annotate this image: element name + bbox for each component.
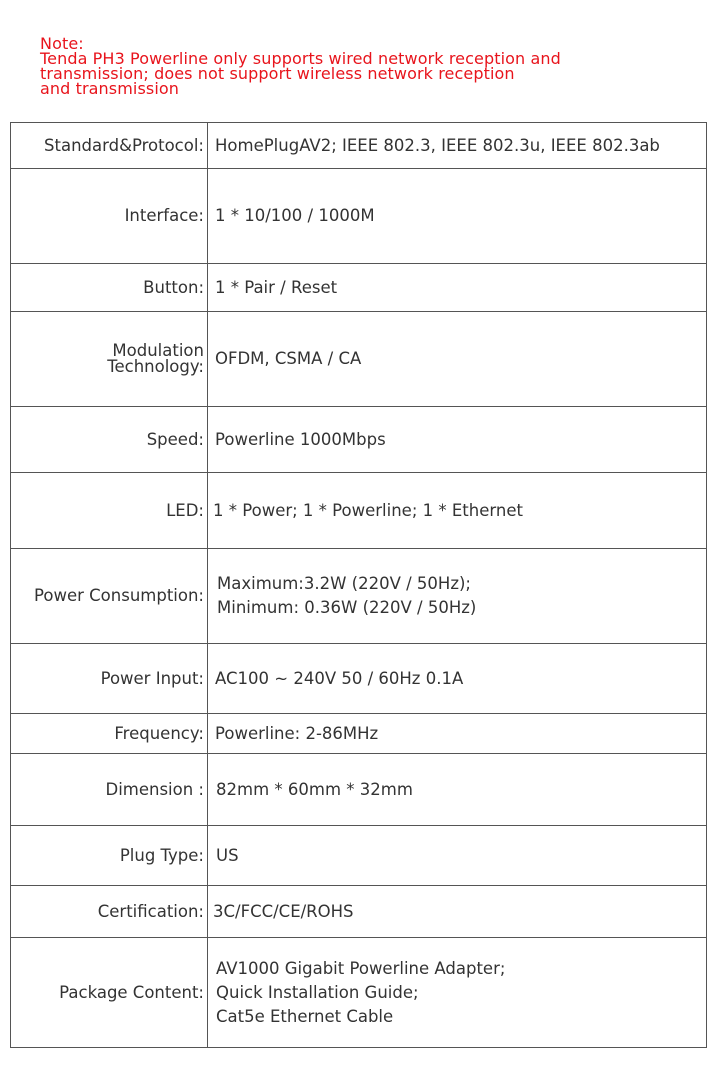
spec-row-dimension: [11, 754, 706, 826]
spec-value: AC100 ∼ 240V 50 / 60Hz 0.1A: [215, 668, 464, 688]
spec-row-standard: [11, 123, 706, 169]
spec-label: Interface:: [124, 206, 204, 225]
spec-value: OFDM, CSMA / CA: [215, 349, 362, 368]
note-heading: Note:: [40, 34, 84, 53]
spec-value: 1 * Power; 1 * Powerline; 1 * Ethernet: [213, 500, 523, 520]
note-block: [40, 36, 680, 96]
spec-row-led: [11, 473, 706, 549]
spec-row-interface: [11, 169, 706, 264]
spec-row-certification: [11, 886, 706, 938]
spec-label: Speed:: [146, 429, 204, 449]
spec-label: Power Input:: [100, 668, 204, 688]
spec-value: Powerline 1000Mbps: [215, 429, 386, 449]
spec-row-modulation: [11, 312, 706, 407]
spec-label: Button:: [143, 277, 204, 297]
spec-row-power-consumption: [11, 549, 706, 644]
spec-label: Certification:: [97, 901, 204, 921]
spec-row-frequency: [11, 714, 706, 754]
spec-table: [10, 122, 707, 1048]
spec-label: Frequency:: [114, 723, 204, 743]
spec-value: Powerline: 2-86MHz: [215, 723, 379, 743]
spec-value: 1 * Pair / Reset: [215, 277, 338, 297]
spec-label: Plug Type:: [119, 845, 204, 865]
spec-row-package-content: [11, 938, 706, 1048]
spec-value: HomePlugAV2; IEEE 802.3, IEEE 802.3u, IEEE 802.3ab: [215, 135, 660, 155]
spec-value: 3C/FCC/CE/ROHS: [213, 901, 354, 921]
spec-label: Dimension :: [105, 779, 204, 799]
spec-row-plug-type: [11, 826, 706, 886]
spec-value: 82mm * 60mm * 32mm: [216, 779, 413, 799]
spec-label: LED:: [166, 500, 204, 520]
note-line-3: and transmission: [40, 79, 179, 98]
spec-label: Package Content:: [59, 983, 204, 1002]
spec-row-button: [11, 264, 706, 312]
spec-value: Maximum:3.2W (220V / 50Hz); Minimum: 0.36W (220V / 50Hz): [217, 574, 477, 617]
spec-row-power-input: [11, 644, 706, 714]
spec-value: 1 * 10/100 / 1000M: [215, 206, 375, 225]
note-line-1: Tenda PH3 Powerline only supports wired network reception and: [40, 49, 561, 68]
spec-value: AV1000 Gigabit Powerline Adapter; Quick Installation Guide; Cat5e Ethernet Cable: [216, 959, 506, 1026]
spec-label: Power Consumption:: [34, 586, 204, 605]
spec-label: Standard&Protocol:: [44, 135, 204, 155]
note-line-2: transmission; does not support wireless network reception: [40, 64, 515, 83]
spec-label: Modulation Technology:: [107, 341, 204, 376]
spec-row-speed: [11, 407, 706, 473]
spec-value: US: [216, 845, 239, 865]
